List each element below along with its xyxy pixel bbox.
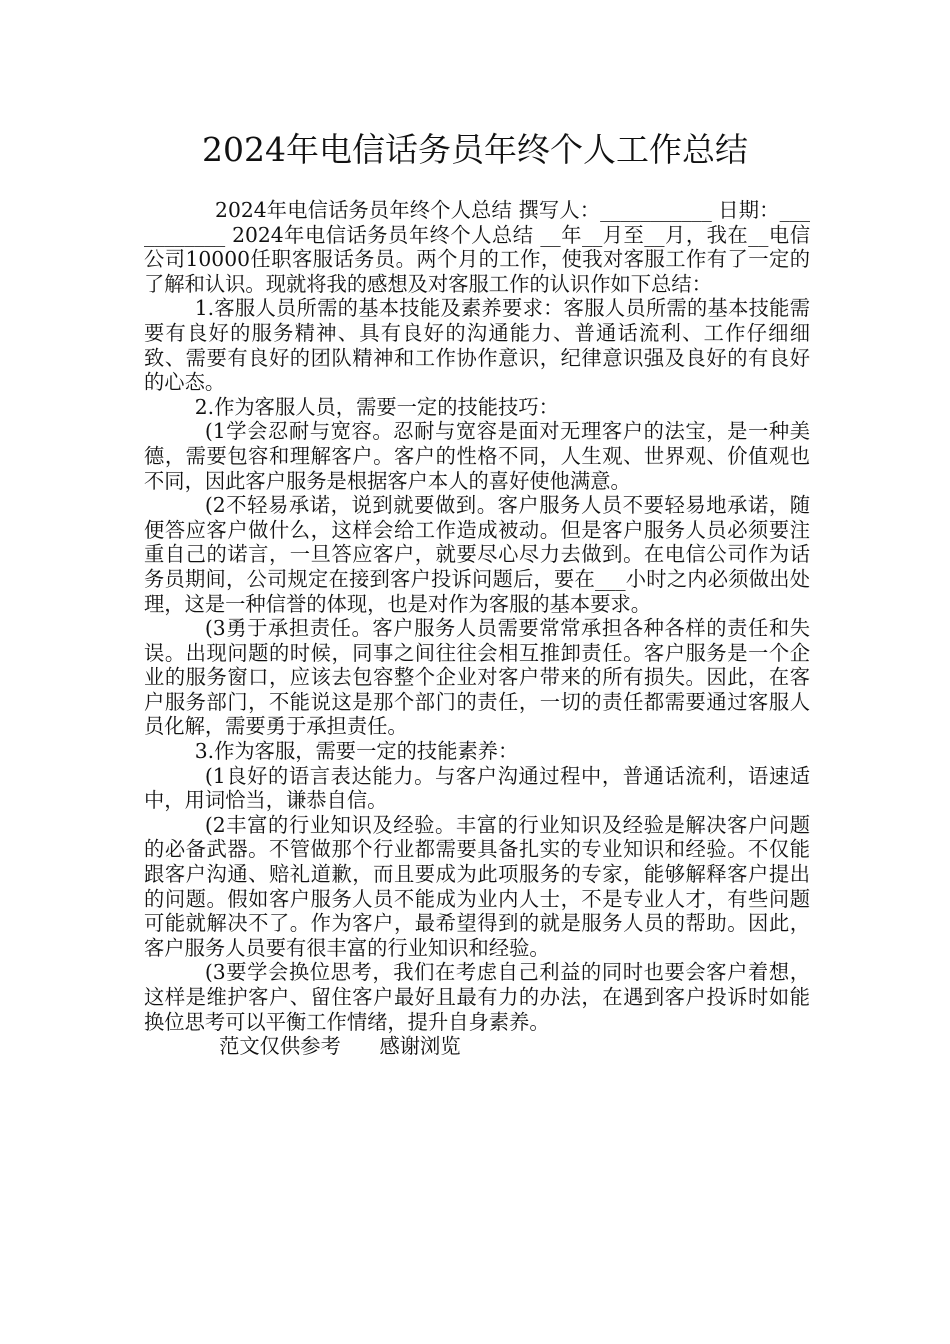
section-3-item-1: (1良好的语言表达能力。与客户沟通过程中，普通话流利，语速适中，用词恰当，谦恭自信。	[144, 763, 810, 813]
section-1-paragraph: 1.客服人员所需的基本技能及素养要求：客服人员所需的基本技能需要有良好的服务精神、具有良好的沟通能力、普通话流利、工作仔细细致、需要有良好的团队精神和工作协作意识，纪律意识强及良好的有良好的心态。	[144, 296, 810, 395]
section-3-item-3: (3要学会换位思考，我们在考虑自己利益的同时也要会客户着想，这样是维护客户、留住客户最好且最有力的办法，在遇到客户投诉时如能换位思考可以平衡工作情绪，提升自身素养。	[144, 960, 810, 1034]
document-body	[144, 198, 810, 1059]
document-title: 2024年电信话务员年终个人工作总结	[202, 130, 748, 169]
section-2-heading: 2.作为客服人员，需要一定的技能技巧：	[194, 394, 559, 419]
intro-paragraph: 2024年电信话务员年终个人总结 撰写人：___________ 日期：___________ 2024年电信话务员年终个人总结 __年__月至__月，我在__电信公司10000任职客服话务员。两个月的工作，使我对客服工作有了一定的了解和认识。现就将我的感想及对客服工作的认识作如下总结：	[144, 198, 810, 296]
section-2-item-1: (1学会忍耐与宽容。忍耐与宽容是面对无理客户的法宝，是一种美德，需要包容和理解客户。客户的性格不同，人生观、世界观、价值观也不同，因此客户服务是根据客户本人的喜好使他满意。	[144, 419, 810, 493]
section-2-item-2: (2不轻易承诺，说到就要做到。客户服务人员不要轻易地承诺，随便答应客户做什么，这样会给工作造成被动。但是客户服务人员必须要注重自己的诺言，一旦答应客户，就要尽心尽力去做到。在电信公司作为话务员期间，公司规定在接到客户投诉问题后，要在___小时之内必须做出处理，这是一种信誉的体现，也是对作为客服的基本要求。	[144, 493, 810, 616]
footer-note: 范文仅供参考 感谢浏览	[219, 1034, 461, 1059]
section-3-heading: 3.作为客服，需要一定的技能素养：	[194, 739, 519, 764]
section-2-item-3: (3勇于承担责任。客户服务人员需要常常承担各种各样的责任和失误。出现问题的时候，同事之间往往会相互推卸责任。客户服务是一个企业的服务窗口，应该去包容整个企业对客户带来的所有损失。因此，在客户服务部门，不能说这是那个部门的责任，一切的责任都需要通过客服人员化解，需要勇于承担责任。	[144, 616, 810, 739]
section-3-item-2: (2丰富的行业知识及经验。丰富的行业知识及经验是解决客户问题的必备武器。不管做那个行业都需要具备扎实的专业知识和经验。不仅能跟客户沟通、赔礼道歉，而且要成为此项服务的专家，能够解释客户提出的问题。假如客户服务人员不能成为业内人士，不是专业人才，有些问题可能就解决不了。作为客户，最希望得到的就是服务人员的帮助。因此，客户服务人员要有很丰富的行业知识和经验。	[144, 812, 810, 960]
